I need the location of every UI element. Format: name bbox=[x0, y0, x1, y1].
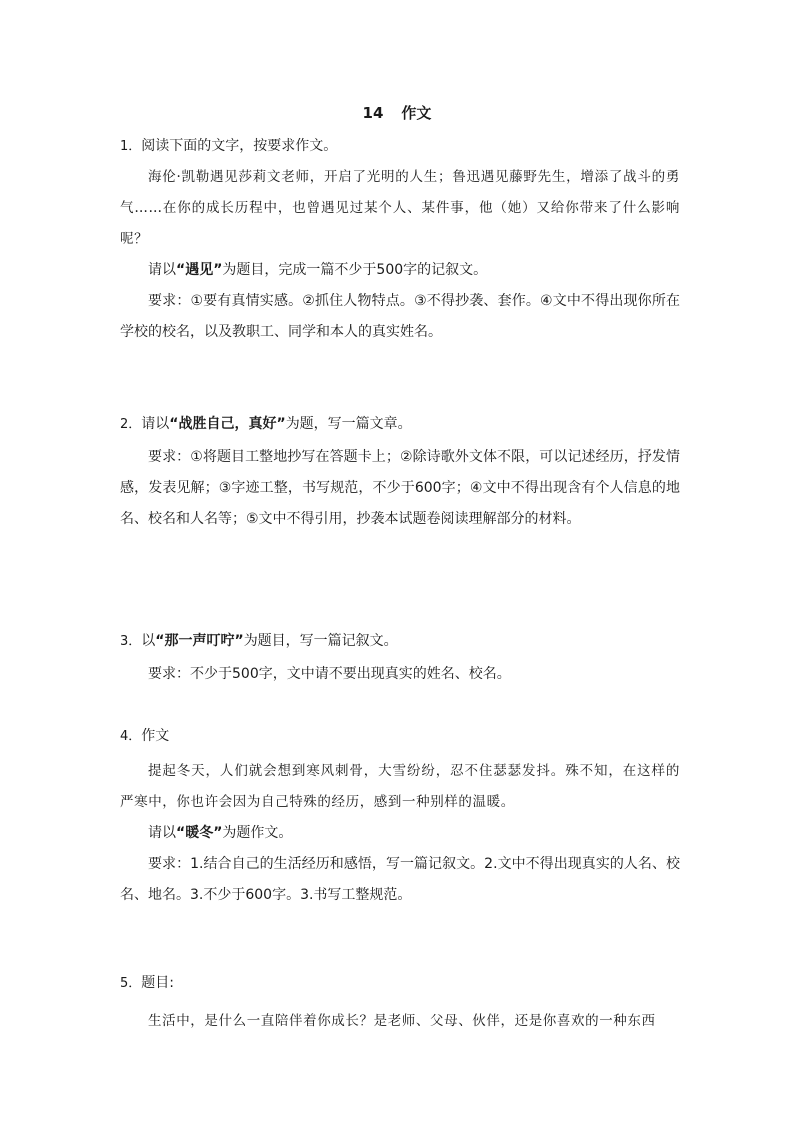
prompt-text: 请以 bbox=[148, 825, 176, 841]
essay-topic: “战胜自己，真好” bbox=[169, 416, 286, 432]
question-3-heading bbox=[120, 631, 680, 652]
question-3-requirements: 要求：不少于500字，文中请不要出现真实的姓名、校名。 bbox=[148, 666, 511, 682]
question-1 bbox=[120, 136, 680, 348]
question-5-passage: 生活中，是什么一直陪伴着你成长？是老师、父母、伙伴，还是你喜欢的一种东西 bbox=[148, 1013, 656, 1029]
question-1-passage: 海伦·凯勒遇见莎莉文老师，开启了光明的人生；鲁迅遇见藤野先生，增添了战斗的勇气……在你的成长历程中，也曾遇见过某个人、某件事，他（她）又给你带来了什么影响呢？ bbox=[120, 169, 680, 247]
section-label: 作文 bbox=[401, 104, 432, 122]
question-4-prompt bbox=[120, 818, 680, 849]
question-2-requirements: 要求：①将题目工整地抄写在答题卡上；②除诗歌外文体不限，可以记述经历，抒发情感，发表见解；③字迹工整，书写规范，不少于600字；④文中不得出现含有个人信息的地名、校名和人名等；⑤文中不得引用，抄袭本试题卷阅读理解部分的材料。 bbox=[120, 449, 680, 527]
question-2 bbox=[120, 414, 680, 535]
question-4-requirements: 要求：1.结合自己的生活经历和感悟，写一篇记叙文。2.文中不得出现真实的人名、校名、地名。3.不少于600字。3.书写工整规范。 bbox=[120, 856, 680, 903]
question-number: 4． bbox=[120, 729, 142, 744]
prompt-text: 请以 bbox=[148, 262, 176, 278]
question-3 bbox=[120, 631, 680, 690]
prompt-text: 为题目，写一篇记叙文。 bbox=[243, 633, 398, 649]
question-4-heading bbox=[120, 726, 680, 747]
question-4-passage: 提起冬天，人们就会想到寒风刺骨，大雪纷纷，忍不住瑟瑟发抖。殊不知，在这样的严寒中，你也许会因为自己特殊的经历，感到一种别样的温暖。 bbox=[120, 763, 680, 810]
prompt-text: 为题作文。 bbox=[222, 825, 293, 841]
prompt-text: 为题目，完成一篇不少于500字的记叙文。 bbox=[222, 262, 488, 278]
prompt-text: 以 bbox=[141, 633, 156, 649]
prompt-text: 为题，写一篇文章。 bbox=[285, 416, 412, 432]
question-4 bbox=[120, 726, 680, 911]
essay-topic: “暖冬” bbox=[176, 825, 223, 841]
section-number: 14 bbox=[362, 104, 384, 122]
essay-topic: “遇见” bbox=[176, 262, 223, 278]
question-1-requirements: 要求：①要有真情实感。②抓住人物特点。③不得抄袭、套作。④文中不得出现你所在学校的校名，以及教职工、同学和本人的真实姓名。 bbox=[120, 293, 680, 340]
page-title bbox=[0, 102, 794, 123]
essay-topic: “那一声叮咛” bbox=[155, 633, 244, 649]
question-instruction: 作文 bbox=[141, 728, 170, 744]
question-1-prompt bbox=[120, 255, 680, 286]
question-2-heading bbox=[120, 414, 680, 435]
question-number: 2． bbox=[120, 417, 142, 432]
question-number: 3． bbox=[120, 634, 142, 649]
question-5 bbox=[120, 973, 680, 1037]
question-number: 5． bbox=[120, 976, 142, 991]
question-number: 1． bbox=[120, 139, 142, 154]
question-instruction: 题目: bbox=[141, 975, 174, 991]
question-5-heading bbox=[120, 973, 680, 994]
question-1-heading bbox=[120, 136, 680, 157]
question-instruction: 阅读下面的文字，按要求作文。 bbox=[141, 138, 338, 154]
prompt-text: 请以 bbox=[141, 416, 170, 432]
